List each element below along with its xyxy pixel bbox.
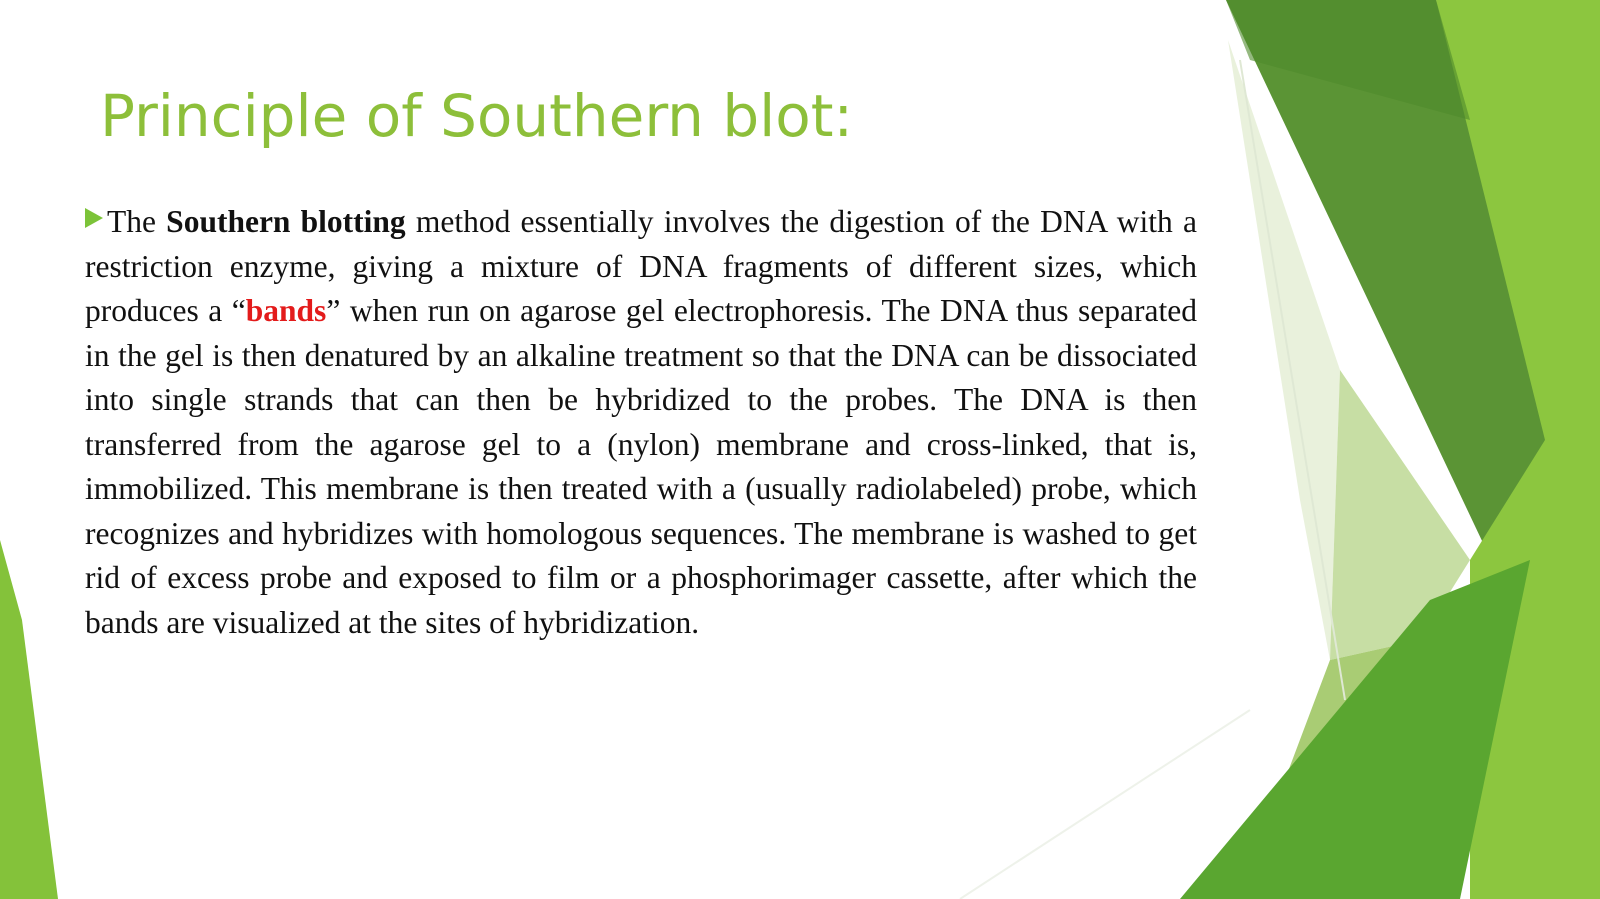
body-paragraph	[85, 200, 1197, 645]
triangle-bullet-icon	[85, 208, 103, 228]
paragraph-text-part1: The	[107, 204, 167, 239]
paragraph-text-part2: method essentially involves the digestion of the DNA with a restriction enzyme, giving a mixture of DNA fragments of different sizes, which produces a “	[85, 204, 1197, 328]
bold-term-southern-blotting: Southern blotting	[166, 204, 406, 239]
left-green-sliver	[0, 540, 58, 899]
paragraph-text-part3: ” when run on agarose gel electrophoresis. The DNA thus separated in the gel is then denatured by an alkaline treatment so that the DNA can be dissociated into single strands that can then be hybridized to the probes. The DNA is then transferred from the agarose gel to a (nylon) membrane and cross-linked, that is, immobilized. This membrane is then treated with a (usually radiolabeled) probe, which recognizes and hybridizes with homologous sequences. The membrane is washed to get rid of excess probe and exposed to film or a phosphorimager cassette, after which the bands are visualized at the sites of hybridization.	[85, 293, 1197, 640]
highlight-term-bands: bands	[245, 293, 327, 328]
slide-title: Principle of Southern blot:	[100, 82, 854, 150]
